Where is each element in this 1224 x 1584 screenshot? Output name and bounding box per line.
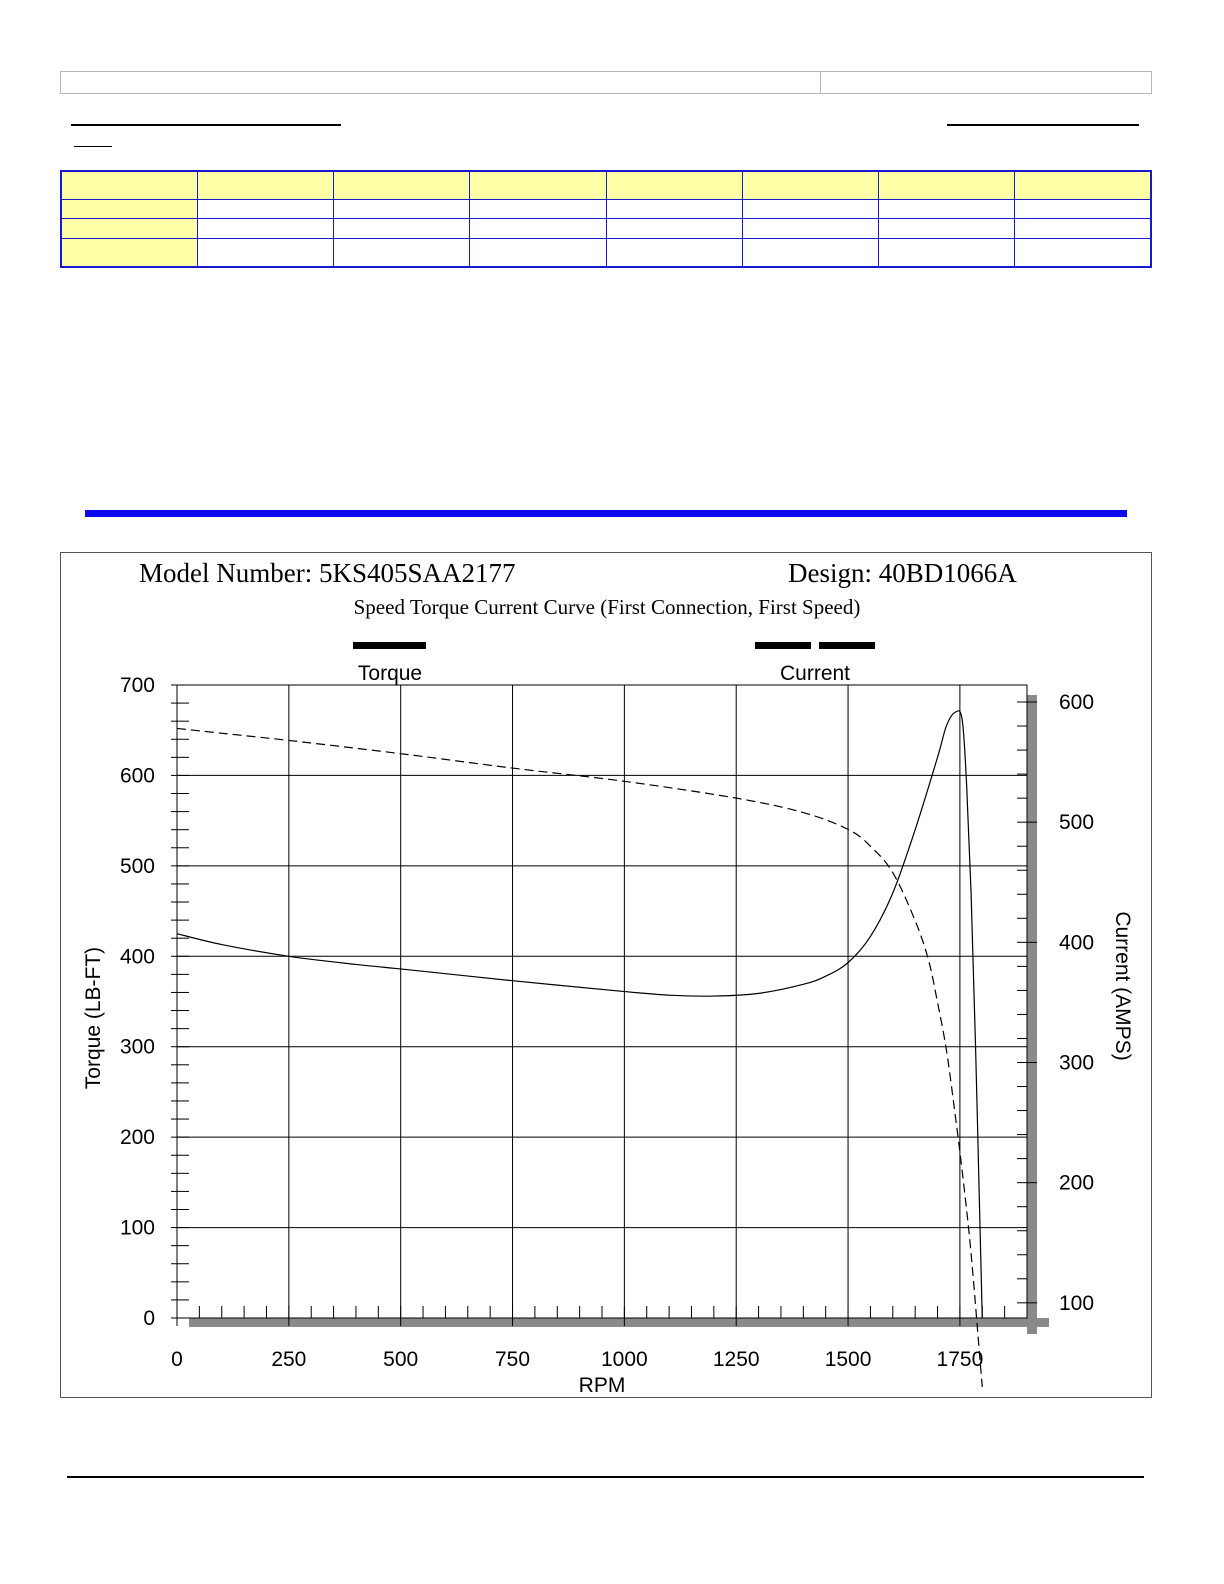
header-box-left — [60, 71, 821, 94]
legend-label-torque: Torque — [357, 662, 423, 685]
section-divider — [85, 510, 1127, 517]
chart-model-number: Model Number: 5KS405SAA2177 — [139, 558, 516, 588]
legend-swatch-current-2 — [819, 642, 875, 649]
y-tick-label: 500 — [119, 854, 155, 878]
x-axis-label: RPM — [578, 1374, 626, 1397]
table-row — [61, 219, 1151, 238]
x-tick-label: 500 — [383, 1348, 419, 1371]
header-box-right — [820, 71, 1152, 94]
y2-tick-label: 100 — [1059, 1291, 1095, 1315]
y2-tick-label: 600 — [1059, 691, 1095, 714]
field-underline-right — [947, 124, 1139, 126]
x-tick-label: 1000 — [601, 1348, 648, 1371]
y-axis-label: Torque (LB-FT) — [82, 946, 105, 1090]
y2-tick-label: 500 — [1059, 811, 1095, 835]
plot-area — [177, 685, 1027, 1318]
table-row — [61, 200, 1151, 219]
chart-design: Design: 40BD1066A — [788, 558, 1017, 588]
legend-swatch-torque — [353, 642, 426, 649]
y2-tick-label: 300 — [1059, 1051, 1095, 1075]
footer-rule — [67, 1476, 1144, 1478]
shadow-right — [1027, 695, 1037, 1334]
x-tick-label: 750 — [495, 1348, 531, 1371]
x-tick-label: 1250 — [712, 1348, 760, 1371]
y2-tick-label: 200 — [1059, 1171, 1095, 1195]
x-tick-label: 250 — [271, 1348, 307, 1371]
chart-subtitle: Speed Torque Current Curve (First Connection, First Speed) — [353, 595, 861, 619]
y-tick-label: 400 — [119, 945, 155, 969]
x-tick-label: 0 — [171, 1348, 183, 1371]
chart-frame — [60, 552, 1152, 1398]
grid — [177, 685, 1027, 1318]
y2-tick-label: 400 — [1059, 931, 1095, 955]
spec-table — [60, 170, 1152, 268]
legend-label-current: Current — [779, 662, 851, 685]
x-tick-label: 1750 — [936, 1348, 984, 1371]
table-row — [61, 238, 1151, 267]
y-tick-label: 700 — [119, 674, 155, 697]
table-row — [61, 171, 1151, 200]
shadow-bottom — [189, 1318, 1049, 1327]
y2-axis-label: Current (AMPS) — [1111, 911, 1134, 1061]
y-tick-label: 300 — [119, 1035, 155, 1059]
y-tick-label: 100 — [119, 1216, 155, 1240]
y-tick-label: 200 — [119, 1126, 155, 1150]
speed-torque-chart — [61, 553, 1153, 1399]
field-underline-left — [71, 124, 341, 126]
field-underline-small — [74, 146, 112, 147]
x-tick-label: 1500 — [824, 1348, 872, 1371]
y-tick-label: 0 — [143, 1307, 155, 1330]
y-tick-label: 600 — [119, 764, 155, 788]
legend-swatch-current-1 — [755, 642, 811, 649]
legend — [353, 642, 875, 685]
